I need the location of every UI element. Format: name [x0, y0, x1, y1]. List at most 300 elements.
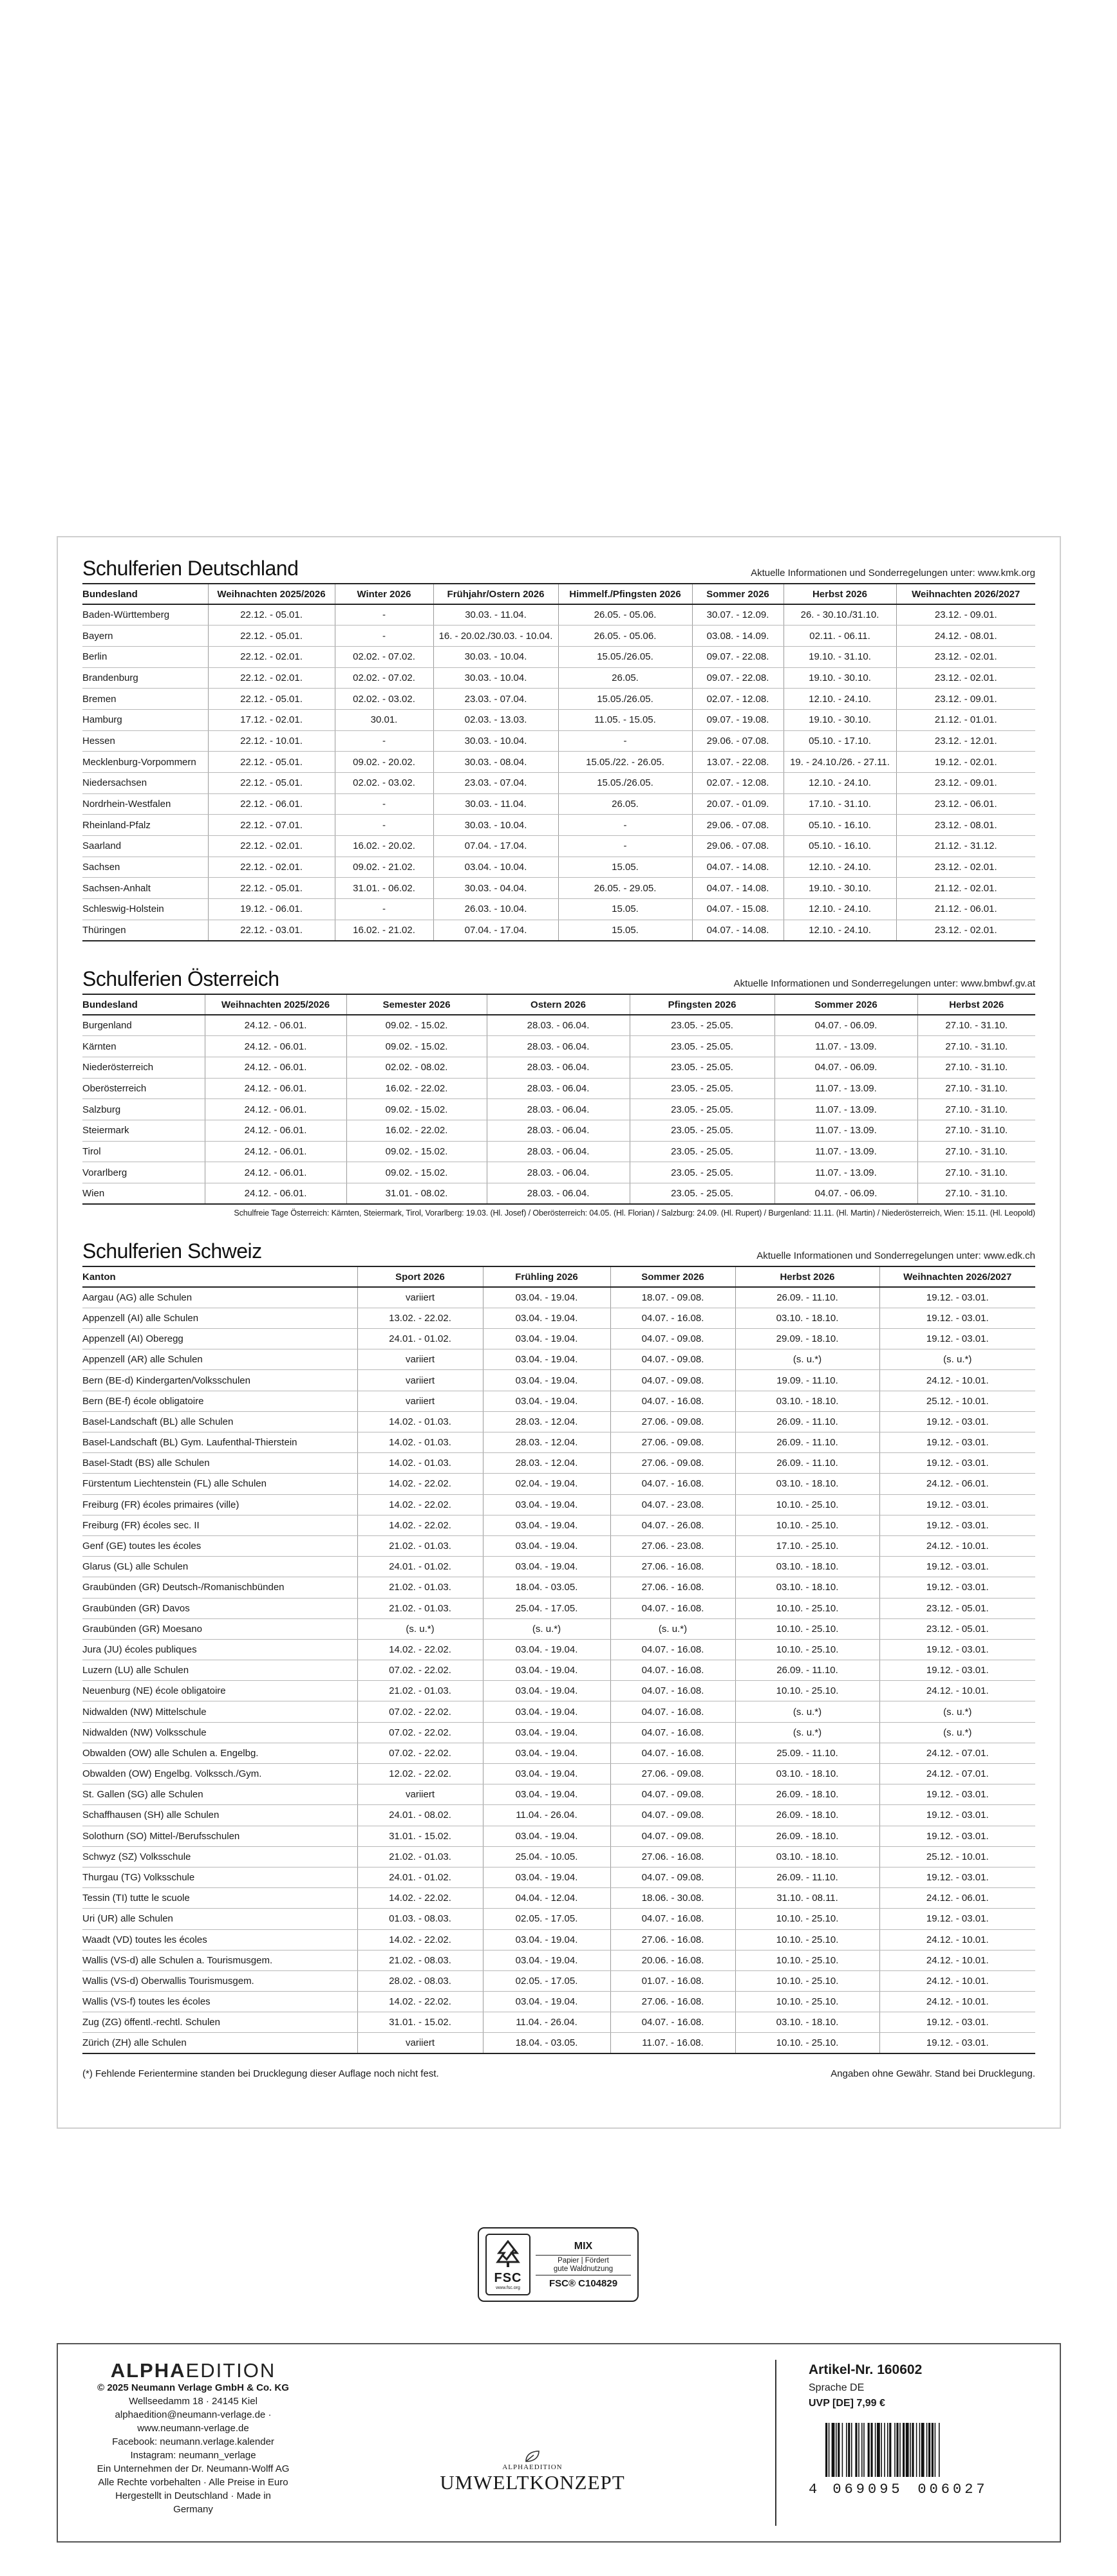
barcode-bar — [932, 2423, 934, 2477]
date-cell: variiert — [357, 1370, 483, 1391]
date-cell: 14.02. - 22.02. — [357, 1929, 483, 1950]
date-cell: 22.12. - 05.01. — [208, 752, 335, 773]
column-header: Herbst 2026 — [917, 995, 1035, 1015]
date-cell: 26.09. - 18.10. — [735, 1826, 879, 1846]
region-name: Zug (ZG) öffentl.-rechtl. Schulen — [82, 2012, 357, 2033]
region-name: Sachsen-Anhalt — [82, 878, 208, 899]
barcode-bar — [825, 2423, 827, 2477]
table-row — [82, 1308, 1035, 1328]
tree-check-icon — [495, 2240, 521, 2268]
date-cell: 19.12. - 03.01. — [879, 1660, 1035, 1681]
date-cell: 14.02. - 22.02. — [357, 1992, 483, 2012]
date-cell: (s. u.*) — [610, 1618, 735, 1639]
date-cell: 30.03. - 10.04. — [433, 815, 558, 836]
date-cell: 04.07. - 16.08. — [610, 1722, 735, 1743]
date-cell: 03.04. - 19.04. — [483, 1391, 610, 1411]
date-cell: 19.12. - 03.01. — [879, 1515, 1035, 1535]
date-cell: 03.04. - 19.04. — [483, 1515, 610, 1535]
table-row — [82, 1183, 1035, 1205]
table-row — [82, 1515, 1035, 1535]
date-cell: 24.12. - 10.01. — [879, 1370, 1035, 1391]
region-name: Nidwalden (NW) Mittelschule — [82, 1701, 357, 1722]
date-cell: 23.12. - 02.01. — [896, 646, 1035, 667]
umwelt-small: ALPHAEDITION — [502, 2463, 563, 2471]
date-cell: 29.06. - 07.08. — [692, 815, 784, 836]
fsc-desc — [536, 2255, 631, 2275]
barcode-digit-group: 006027 — [917, 2481, 988, 2497]
date-cell: 28.03. - 06.04. — [487, 1141, 630, 1162]
region-name: Baden-Württemberg — [82, 604, 208, 625]
date-cell: (s. u.*) — [879, 1722, 1035, 1743]
date-cell: 16.02. - 22.02. — [346, 1120, 487, 1141]
date-cell: 03.04. - 19.04. — [483, 1660, 610, 1681]
region-name: Uri (UR) alle Schulen — [82, 1909, 357, 1929]
date-cell: 12.10. - 24.10. — [784, 857, 896, 878]
date-cell: 18.04. - 03.05. — [483, 2033, 610, 2053]
date-cell: 24.12. - 06.01. — [205, 1036, 346, 1057]
date-cell: 14.02. - 22.02. — [357, 1639, 483, 1660]
date-cell: 24.12. - 06.01. — [879, 1474, 1035, 1494]
region-name: Genf (GE) toutes les écoles — [82, 1535, 357, 1556]
leaf-icon — [524, 2449, 541, 2463]
region-name: Schwyz (SZ) Volksschule — [82, 1846, 357, 1867]
date-cell: 03.10. - 18.10. — [735, 1557, 879, 1577]
section-title: Schulferien Österreich — [82, 967, 279, 990]
date-cell: 19.12. - 03.01. — [879, 1805, 1035, 1826]
date-cell: 03.04. - 19.04. — [483, 1826, 610, 1846]
region-name: Mecklenburg-Vorpommern — [82, 752, 208, 773]
column-header: Herbst 2026 — [784, 584, 896, 604]
barcode-bar — [921, 2423, 925, 2477]
date-cell: 03.04. - 19.04. — [483, 1701, 610, 1722]
date-cell: 23.12. - 09.01. — [896, 773, 1035, 794]
region-name: Jura (JU) écoles publiques — [82, 1639, 357, 1660]
barcode-bar — [829, 2423, 830, 2477]
date-cell: 17.10. - 25.10. — [735, 1535, 879, 1556]
date-cell: 11.04. - 26.04. — [483, 2012, 610, 2033]
fsc-desc-line: gute Waldnutzung — [553, 2265, 614, 2273]
date-cell: 17.12. - 02.01. — [208, 709, 335, 730]
date-cell: 27.06. - 09.08. — [610, 1453, 735, 1474]
barcode-bar — [935, 2423, 936, 2477]
table-row — [82, 857, 1035, 878]
region-name: Tessin (TI) tutte le scuole — [82, 1888, 357, 1909]
date-cell: 04.07. - 16.08. — [610, 1909, 735, 1929]
article-number: Artikel-Nr. 160602 — [809, 2362, 923, 2377]
barcode-bar — [881, 2423, 882, 2477]
date-cell: 13.07. - 22.08. — [692, 752, 784, 773]
date-cell: (s. u.*) — [735, 1349, 879, 1370]
date-cell: - — [335, 815, 433, 836]
barcode-bar — [851, 2423, 852, 2477]
publisher-lines — [97, 2395, 290, 2516]
date-cell: 04.07. - 09.08. — [610, 1370, 735, 1391]
date-cell: 04.07. - 14.08. — [692, 878, 784, 899]
column-header: Himmelf./Pfingsten 2026 — [558, 584, 692, 604]
date-cell: 03.04. - 19.04. — [483, 1681, 610, 1701]
date-cell: 24.12. - 06.01. — [205, 1162, 346, 1183]
date-cell: 03.10. - 18.10. — [735, 1577, 879, 1598]
date-cell: 29.06. - 07.08. — [692, 730, 784, 752]
section-header — [82, 967, 1035, 995]
date-cell: 23.05. - 25.05. — [630, 1162, 774, 1183]
date-cell: 26.09. - 11.10. — [735, 1411, 879, 1432]
column-header: Sport 2026 — [357, 1267, 483, 1287]
date-cell: 01.07. - 16.08. — [610, 1970, 735, 1991]
section-info: Aktuelle Informationen und Sonderregelungen unter: www.bmbwf.gv.at — [733, 978, 1035, 989]
date-cell: 19.12. - 03.01. — [879, 2033, 1035, 2053]
section-germany — [82, 557, 1035, 941]
date-cell: 14.02. - 22.02. — [357, 1494, 483, 1515]
date-cell: 03.10. - 18.10. — [735, 1846, 879, 1867]
region-name: Appenzell (AI) Oberegg — [82, 1329, 357, 1349]
barcode-digit-group: 4 — [809, 2481, 821, 2497]
section-switzerland — [82, 1239, 1035, 2079]
date-cell: 03.04. - 19.04. — [483, 1308, 610, 1328]
date-cell: 23.12. - 05.01. — [879, 1598, 1035, 1618]
date-cell: 19.12. - 03.01. — [879, 1557, 1035, 1577]
table-row — [82, 1036, 1035, 1057]
fsc-label — [478, 2227, 639, 2302]
date-cell: 23.12. - 09.01. — [896, 689, 1035, 710]
barcode-bar — [848, 2423, 850, 2477]
date-cell: 23.12. - 05.01. — [879, 1618, 1035, 1639]
date-cell: 05.10. - 16.10. — [784, 836, 896, 857]
date-cell: 23.12. - 02.01. — [896, 857, 1035, 878]
date-cell: 26.09. - 11.10. — [735, 1660, 879, 1681]
date-cell: 25.09. - 11.10. — [735, 1743, 879, 1763]
footnote: (*) Fehlende Ferientermine standen bei Drucklegung dieser Auflage noch nicht fest. — [82, 2068, 439, 2080]
barcode-bar — [870, 2423, 872, 2477]
date-cell: 15.05./26.05. — [558, 689, 692, 710]
date-cell: 19.12. - 03.01. — [879, 2012, 1035, 2033]
barcode-bar — [863, 2423, 865, 2477]
date-cell: 26.03. - 10.04. — [433, 899, 558, 920]
date-cell: 27.10. - 31.10. — [917, 1183, 1035, 1205]
region-name: Wallis (VS-d) Oberwallis Tourismusgem. — [82, 1970, 357, 1991]
date-cell: 23.12. - 02.01. — [896, 920, 1035, 941]
date-cell: 28.03. - 12.04. — [483, 1411, 610, 1432]
date-cell: 15.05. — [558, 857, 692, 878]
date-cell: 13.02. - 22.02. — [357, 1308, 483, 1328]
barcode-bar — [910, 2423, 911, 2477]
date-cell: 21.12. - 01.01. — [896, 709, 1035, 730]
region-name: Waadt (VD) toutes les écoles — [82, 1929, 357, 1950]
date-cell: 03.04. - 10.04. — [433, 857, 558, 878]
date-cell: 10.10. - 25.10. — [735, 1598, 879, 1618]
date-cell: 02.02. - 07.02. — [335, 667, 433, 689]
region-name: Sachsen — [82, 857, 208, 878]
date-cell: 04.07. - 09.08. — [610, 1826, 735, 1846]
date-cell: 04.07. - 09.08. — [610, 1867, 735, 1887]
date-cell: 27.10. - 31.10. — [917, 1099, 1035, 1120]
date-cell: 12.10. - 24.10. — [784, 899, 896, 920]
table-row — [82, 1099, 1035, 1120]
date-cell: 27.06. - 09.08. — [610, 1764, 735, 1784]
table-header-row — [82, 995, 1035, 1015]
date-cell: 02.05. - 17.05. — [483, 1970, 610, 1991]
date-cell: 19.12. - 03.01. — [879, 1411, 1035, 1432]
date-cell: 22.12. - 05.01. — [208, 878, 335, 899]
date-cell: 03.10. - 18.10. — [735, 2012, 879, 2033]
column-header: Weihnachten 2025/2026 — [208, 584, 335, 604]
fsc-logo — [485, 2234, 530, 2295]
date-cell: 23.05. - 25.05. — [630, 1099, 774, 1120]
date-cell: 11.07. - 13.09. — [774, 1120, 917, 1141]
fsc-text — [530, 2241, 631, 2289]
date-cell: 24.12. - 06.01. — [205, 1099, 346, 1120]
date-cell: 02.02. - 08.02. — [346, 1057, 487, 1078]
date-cell: 26.05. - 05.06. — [558, 604, 692, 625]
date-cell: 14.02. - 01.03. — [357, 1411, 483, 1432]
table-row — [82, 1057, 1035, 1078]
barcode-bar — [906, 2423, 909, 2477]
date-cell: 18.07. - 09.08. — [610, 1287, 735, 1308]
date-cell: 04.07. - 06.09. — [774, 1057, 917, 1078]
table-row — [82, 1391, 1035, 1411]
barcode-digit-group: 069095 — [832, 2481, 903, 2497]
holiday-table-switzerland — [82, 1267, 1035, 2054]
barcode-bar — [928, 2423, 930, 2477]
date-cell: 20.07. - 01.09. — [692, 793, 784, 815]
date-cell: 19.10. - 31.10. — [784, 646, 896, 667]
region-name: Steiermark — [82, 1120, 205, 1141]
region-name: Freiburg (FR) écoles sec. II — [82, 1515, 357, 1535]
date-cell: 07.02. - 22.02. — [357, 1701, 483, 1722]
table-row — [82, 1618, 1035, 1639]
date-cell: 26.09. - 18.10. — [735, 1805, 879, 1826]
date-cell: 24.12. - 10.01. — [879, 1535, 1035, 1556]
date-cell: 05.10. - 17.10. — [784, 730, 896, 752]
table-row — [82, 1970, 1035, 1991]
date-cell: 27.06. - 16.08. — [610, 1846, 735, 1867]
date-cell: 21.02. - 01.03. — [357, 1846, 483, 1867]
date-cell: 24.01. - 01.02. — [357, 1557, 483, 1577]
date-cell: 26.09. - 11.10. — [735, 1453, 879, 1474]
date-cell: 03.04. - 19.04. — [483, 1494, 610, 1515]
column-header: Frühjahr/Ostern 2026 — [433, 584, 558, 604]
table-row — [82, 1329, 1035, 1349]
date-cell: 23.03. - 07.04. — [433, 689, 558, 710]
table-row — [82, 1888, 1035, 1909]
table-row — [82, 1577, 1035, 1598]
date-cell: 22.12. - 02.01. — [208, 836, 335, 857]
date-cell: 04.07. - 26.08. — [610, 1515, 735, 1535]
date-cell: 23.05. - 25.05. — [630, 1078, 774, 1099]
table-row — [82, 1784, 1035, 1805]
date-cell: 04.07. - 16.08. — [610, 1743, 735, 1763]
date-cell: 26.09. - 11.10. — [735, 1287, 879, 1308]
date-cell: 12.10. - 24.10. — [784, 773, 896, 794]
section-info: Aktuelle Informationen und Sonderregelungen unter: www.edk.ch — [756, 1250, 1035, 1262]
date-cell: 23.05. - 25.05. — [630, 1120, 774, 1141]
date-cell: 16.02. - 22.02. — [346, 1078, 487, 1099]
region-name: Wien — [82, 1183, 205, 1205]
region-name: Niedersachsen — [82, 773, 208, 794]
date-cell: - — [335, 625, 433, 647]
table-row — [82, 2012, 1035, 2033]
date-cell: 31.01. - 15.02. — [357, 1826, 483, 1846]
date-cell: 28.03. - 06.04. — [487, 1162, 630, 1183]
date-cell: 24.12. - 10.01. — [879, 1970, 1035, 1991]
date-cell: 04.07. - 09.08. — [610, 1329, 735, 1349]
umwelt-logo — [290, 2344, 775, 2541]
table-row — [82, 1141, 1035, 1162]
date-cell: 03.04. - 19.04. — [483, 1639, 610, 1660]
date-cell: 12.02. - 22.02. — [357, 1764, 483, 1784]
date-cell: 03.04. - 19.04. — [483, 1370, 610, 1391]
date-cell: 24.12. - 06.01. — [205, 1120, 346, 1141]
date-cell: 04.07. - 16.08. — [610, 1474, 735, 1494]
date-cell: 10.10. - 25.10. — [735, 1909, 879, 1929]
date-cell: 19.12. - 03.01. — [879, 1577, 1035, 1598]
column-header: Weihnachten 2025/2026 — [205, 995, 346, 1015]
date-cell: 20.06. - 16.08. — [610, 1950, 735, 1970]
region-name: Brandenburg — [82, 667, 208, 689]
date-cell: 27.10. - 31.10. — [917, 1015, 1035, 1036]
publisher-line: Instagram: neumann_verlage — [130, 2450, 256, 2461]
region-name: Bayern — [82, 625, 208, 647]
date-cell: 15.05. — [558, 899, 692, 920]
date-cell: 11.07. - 13.09. — [774, 1036, 917, 1057]
table-row — [82, 667, 1035, 689]
table-row — [82, 1639, 1035, 1660]
region-name: Fürstentum Liechtenstein (FL) alle Schulen — [82, 1474, 357, 1494]
date-cell: 22.12. - 05.01. — [208, 773, 335, 794]
date-cell: 02.07. - 12.08. — [692, 689, 784, 710]
date-cell: 27.06. - 09.08. — [610, 1411, 735, 1432]
date-cell: 30.03. - 10.04. — [433, 646, 558, 667]
date-cell: 19.12. - 03.01. — [879, 1639, 1035, 1660]
region-name: Bern (BE-d) Kindergarten/Volksschulen — [82, 1370, 357, 1391]
table-row — [82, 1867, 1035, 1887]
table-row — [82, 1992, 1035, 2012]
date-cell: 22.12. - 10.01. — [208, 730, 335, 752]
date-cell: 21.02. - 01.03. — [357, 1681, 483, 1701]
column-header: Weihnachten 2026/2027 — [879, 1267, 1035, 1287]
date-cell: 22.12. - 02.01. — [208, 667, 335, 689]
date-cell: 19.12. - 03.01. — [879, 1453, 1035, 1474]
date-cell: 22.12. - 05.01. — [208, 625, 335, 647]
date-cell: 24.12. - 06.01. — [205, 1078, 346, 1099]
region-name: Glarus (GL) alle Schulen — [82, 1557, 357, 1577]
date-cell: 02.05. - 17.05. — [483, 1909, 610, 1929]
region-name: Wallis (VS-f) toutes les écoles — [82, 1992, 357, 2012]
date-cell: 04.07. - 09.08. — [610, 1784, 735, 1805]
region-name: Thurgau (TG) Volksschule — [82, 1867, 357, 1887]
date-cell: 03.04. - 19.04. — [483, 1992, 610, 2012]
table-header-row — [82, 584, 1035, 604]
date-cell: - — [335, 899, 433, 920]
date-cell: 26.05. - 05.06. — [558, 625, 692, 647]
date-cell: 26.05. - 29.05. — [558, 878, 692, 899]
date-cell: 31.01. - 15.02. — [357, 2012, 483, 2033]
region-name: Wallis (VS-d) alle Schulen a. Tourismusgem. — [82, 1950, 357, 1970]
date-cell: 28.03. - 06.04. — [487, 1099, 630, 1120]
date-cell: 09.02. - 15.02. — [346, 1099, 487, 1120]
date-cell: 23.03. - 07.04. — [433, 773, 558, 794]
date-cell: 24.01. - 08.02. — [357, 1805, 483, 1826]
table-row — [82, 815, 1035, 836]
region-name: St. Gallen (SG) alle Schulen — [82, 1784, 357, 1805]
date-cell: 29.06. - 07.08. — [692, 836, 784, 857]
date-cell: (s. u.*) — [483, 1618, 610, 1639]
date-cell: 31.10. - 08.11. — [735, 1888, 879, 1909]
table-row — [82, 625, 1035, 647]
region-name: Nidwalden (NW) Volksschule — [82, 1722, 357, 1743]
region-name: Graubünden (GR) Moesano — [82, 1618, 357, 1639]
region-name: Hessen — [82, 730, 208, 752]
date-cell: 24.12. - 06.01. — [205, 1183, 346, 1205]
date-cell: 19.12. - 03.01. — [879, 1494, 1035, 1515]
date-cell: 01.03. - 08.03. — [357, 1909, 483, 1929]
date-cell: 25.04. - 17.05. — [483, 1598, 610, 1618]
date-cell: 30.01. — [335, 709, 433, 730]
copyright: © 2025 Neumann Verlage GmbH & Co. KG — [97, 2382, 289, 2393]
holiday-panel — [57, 536, 1061, 2129]
section-title: Schulferien Deutschland — [82, 557, 299, 580]
date-cell: 10.10. - 25.10. — [735, 1515, 879, 1535]
fsc-mix: MIX — [574, 2240, 593, 2252]
date-cell: 30.03. - 11.04. — [433, 604, 558, 625]
date-cell: 27.10. - 31.10. — [917, 1057, 1035, 1078]
barcode-bar — [889, 2423, 891, 2477]
date-cell: (s. u.*) — [879, 1349, 1035, 1370]
date-cell: 22.12. - 02.01. — [208, 857, 335, 878]
date-cell: 03.10. - 18.10. — [735, 1764, 879, 1784]
date-cell: 24.12. - 06.01. — [879, 1888, 1035, 1909]
region-name: Salzburg — [82, 1099, 205, 1120]
date-cell: 26. - 30.10./31.10. — [784, 604, 896, 625]
table-row — [82, 920, 1035, 941]
date-cell: 09.02. - 20.02. — [335, 752, 433, 773]
barcode-bar — [877, 2423, 880, 2477]
fsc-logo-url: www.fsc.org — [496, 2286, 520, 2290]
date-cell: 25.12. - 10.01. — [879, 1391, 1035, 1411]
region-name: Freiburg (FR) écoles primaires (ville) — [82, 1494, 357, 1515]
date-cell: 02.02. - 07.02. — [335, 646, 433, 667]
date-cell: 03.04. - 19.04. — [483, 1929, 610, 1950]
table-row — [82, 1701, 1035, 1722]
date-cell: (s. u.*) — [357, 1618, 483, 1639]
date-cell: 19.12. - 03.01. — [879, 1432, 1035, 1453]
date-cell: 22.12. - 02.01. — [208, 646, 335, 667]
table-row — [82, 1370, 1035, 1391]
region-name: Bremen — [82, 689, 208, 710]
date-cell: 04.07. - 06.09. — [774, 1183, 917, 1205]
date-cell: 10.10. - 25.10. — [735, 1970, 879, 1991]
date-cell: 03.04. - 19.04. — [483, 1784, 610, 1805]
barcode-bar — [916, 2423, 917, 2477]
table-row — [82, 878, 1035, 899]
publisher-line: Wellseedamm 18 · 24145 Kiel — [129, 2396, 258, 2407]
table-row — [82, 1349, 1035, 1370]
date-cell: 26.05. — [558, 667, 692, 689]
austria-note: Schulfreie Tage Österreich: Kärnten, Steiermark, Tirol, Vorarlberg: 19.03. (Hl. Josef) / Oberösterreich: 04.05. (Hl. Florian) / Salzburg: 24.09. (Hl. Rupert) / Burgenland: 11.11. (Hl. Martin) / Niederösterreich, Wien: 15.11. (Hl. Leopold) — [234, 1209, 1035, 1218]
date-cell: 09.02. - 15.02. — [346, 1015, 487, 1036]
date-cell: 11.07. - 13.09. — [774, 1162, 917, 1183]
table-row — [82, 1826, 1035, 1846]
barcode-bar — [939, 2423, 940, 2477]
date-cell: 24.12. - 10.01. — [879, 1929, 1035, 1950]
date-cell: 22.12. - 03.01. — [208, 920, 335, 941]
publisher-line: Facebook: neumann.verlage.kalender — [112, 2436, 274, 2447]
date-cell: 07.02. - 22.02. — [357, 1743, 483, 1763]
date-cell: 24.12. - 08.01. — [896, 625, 1035, 647]
date-cell: 19.12. - 03.01. — [879, 1784, 1035, 1805]
barcode-bar — [846, 2423, 847, 2477]
region-name: Graubünden (GR) Davos — [82, 1598, 357, 1618]
